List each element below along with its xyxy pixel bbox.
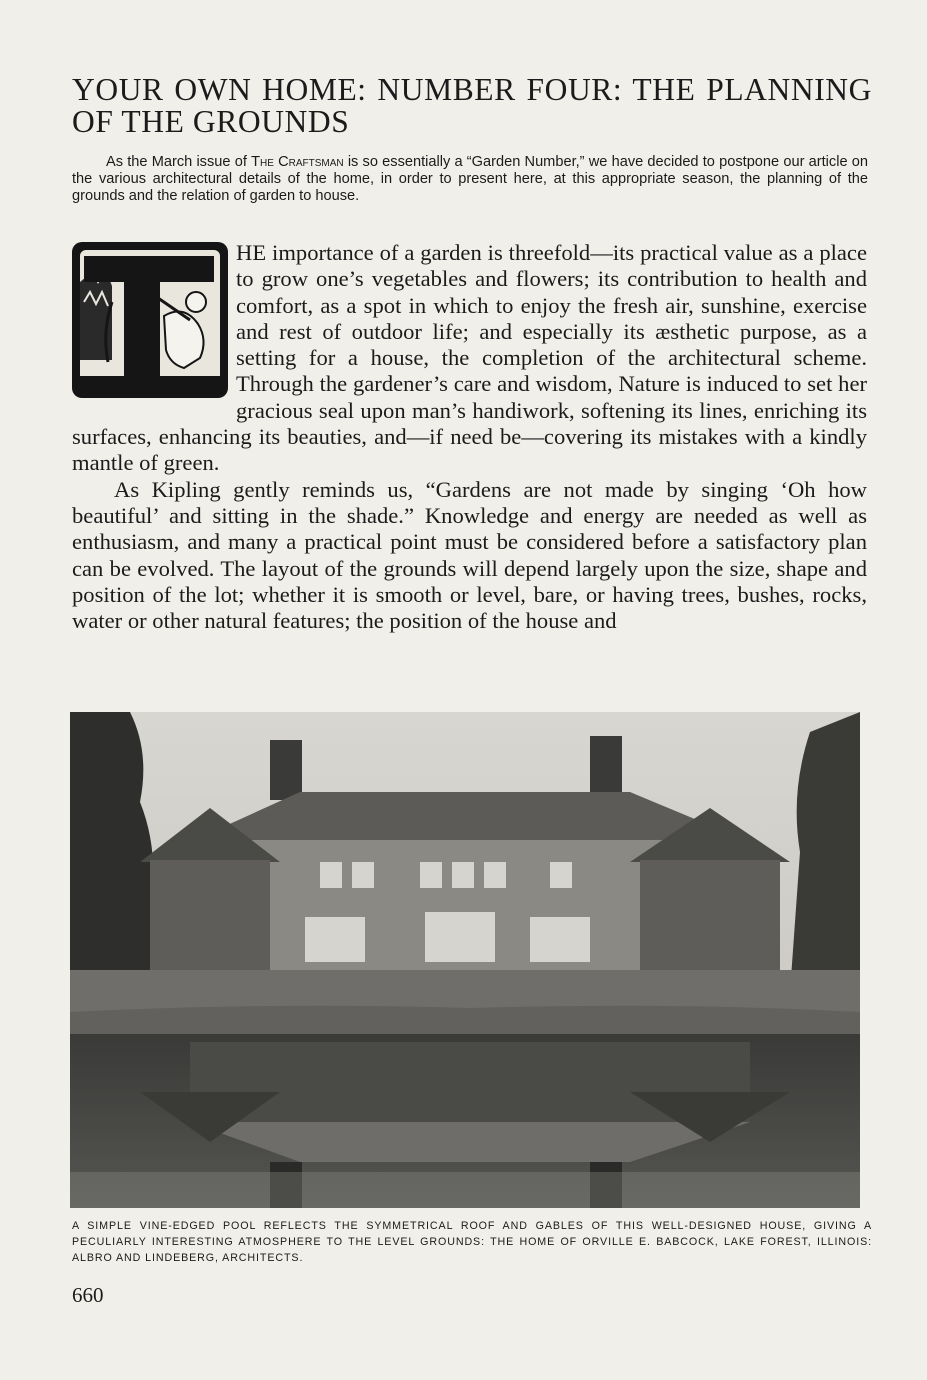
paragraph-1: HE importance of a garden is threefold—its practical value as a place to grow one’s vegetables and flowers; its contribution to health and comfort, as a spot in which to enjoy the fresh air, sunshine, exercise and rest of outdoor life; and especially its æsthetic purpose, as a setting for a house, the completion of the architectural scheme. Through the gardener’s care and wisdom, Nature is induced to set her gracious seal upon man’s handiwork, softening its lines, enriching its surfaces, enhancing its beauties, and—if need be—covering its mistakes with a kindly mantle of green. [72,240,867,476]
house-with-reflecting-pool-photo [70,712,860,1208]
editor-note-text-1: As the March issue of [106,154,252,170]
editor-note-text-2: is so essentially a “Garden Number,” we have decided to postpone our article on the various architectural details of the home, in order to present here, at this appropriate season, the planning of the grounds and the relation of garden to house. [72,154,868,204]
drop-cap-t-icon [72,242,228,398]
drop-cap-illustration [72,242,228,398]
paragraph-2: As Kipling gently reminds us, “Gardens are not made by singing ‘Oh how beautiful’ and sitting in the shade.” Knowledge and energy are needed as well as enthusiasm, and many a practical point must be considered before a satisfactory plan can be evolved. The layout of the grounds will depend largely upon the size, shape and position of the lot; whether it is smooth or level, bare, or having trees, bushes, rocks, water or other natural features; the position of the house and [72,476,867,634]
magazine-name: The Craftsman [251,154,344,170]
house-photo [70,712,860,1208]
page-number: 660 [72,1283,104,1307]
editor-note [72,154,868,205]
article-body [72,240,867,634]
photo-caption: A SIMPLE VINE-EDGED POOL REFLECTS THE SYMMETRICAL ROOF AND GABLES OF THIS WELL-DESIGNED HOUSE, GIVING A PECULIARLY INTERESTING ATMOSPHERE TO THE LEVEL GROUNDS: THE HOME OF ORVILLE E. BABCOCK, LAKE FOREST, ILLINOIS: ALBRO AND LINDEBERG, ARCHITECTS. [72,1220,872,1264]
article-title: YOUR OWN HOME: NUMBER FOUR: THE PLANNING OF THE GROUNDS [72,72,872,139]
